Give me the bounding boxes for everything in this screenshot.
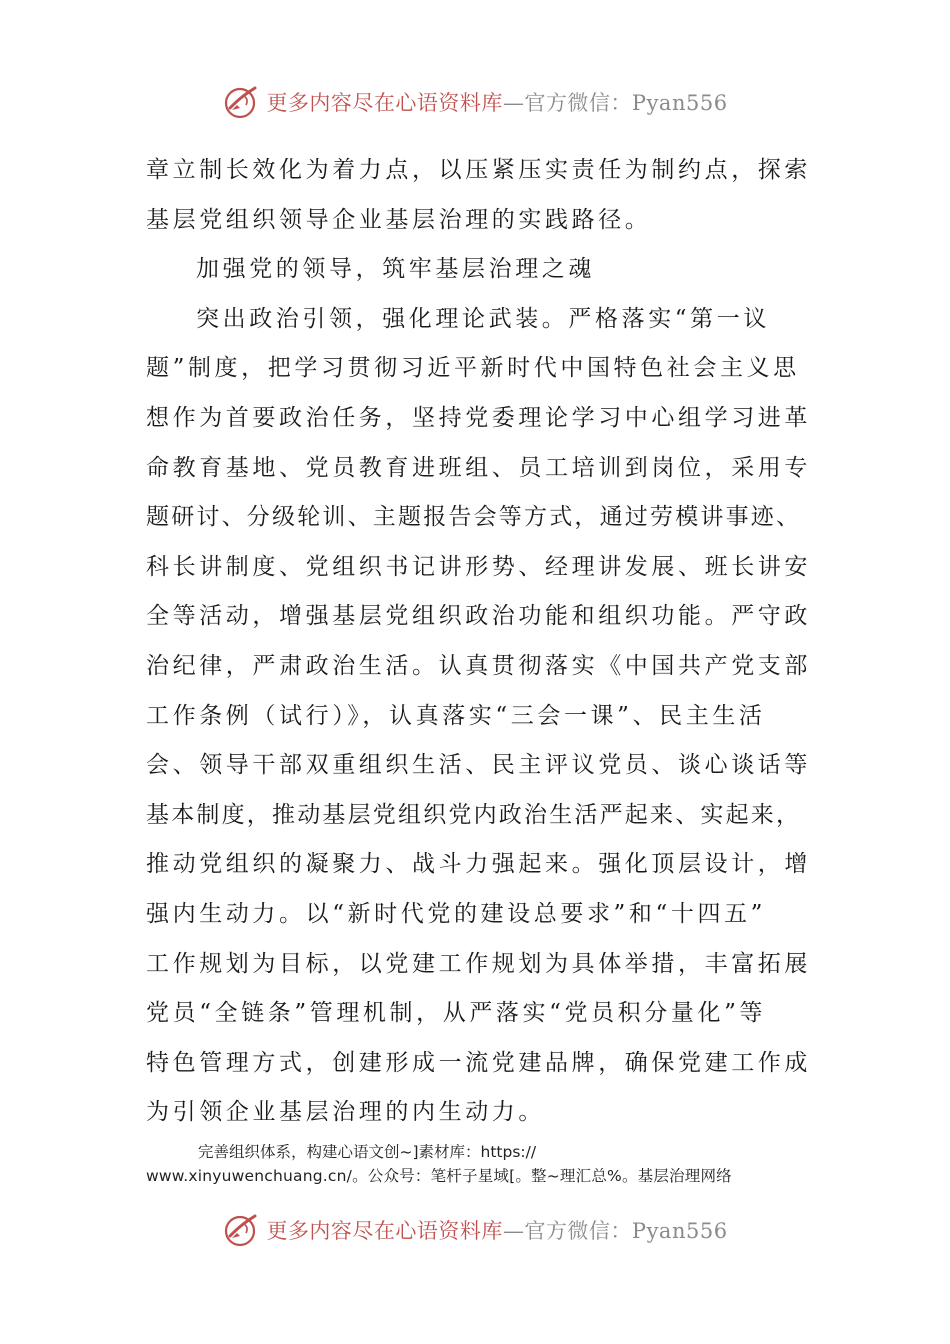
paragraph-line: 基层党组织领导企业基层治理的实践路径。 [146,206,652,233]
paragraph-line: 章立制长效化为着力点，以压紧压实责任为制约点，探索 [146,157,811,183]
section-heading: 加强党的领导，筑牢基层治理之魂 [196,256,595,283]
paragraph-line: 科长讲制度、党组织书记讲形势、经理讲发展、班长讲安 [146,553,811,580]
pen-logo-icon [222,1210,262,1250]
header-banner-text [266,87,727,117]
footer-banner-gray: —官方微信：Pyan556 [502,1219,728,1243]
footnote-line-1: 完善组织体系，构建心语文创~]素材库：https:// [198,1143,537,1161]
document-body [146,146,811,1138]
paragraph-line: 命教育基地、党员教育进班组、员工培训到岗位，采用专 [146,454,811,481]
paragraph-line: 会、领导干部双重组织生活、民主评议党员、谈心谈话等 [146,752,811,779]
paragraph-line: 治纪律，严肃政治生活。认真贯彻落实《中国共产党支部 [146,652,811,679]
paragraph-line: 特色管理方式，创建形成一流党建品牌，确保党建工作成 [146,1049,811,1076]
paragraph-line: 强内生动力。以“新时代党的建设总要求”和“十四五” [146,900,767,927]
paragraph-line: 为引领企业基层治理的内生动力。 [146,1099,545,1126]
footnote [146,1140,826,1188]
paragraph-line: 党员“全链条”管理机制，从严落实“党员积分量化”等 [146,1000,767,1027]
header-banner [0,80,950,124]
paragraph-line: 题”制度，把学习贯彻习近平新时代中国特色社会主义思 [146,355,800,382]
paragraph-line: 推动党组织的凝聚力、战斗力强起来。强化顶层设计，增 [146,851,811,878]
footer-banner [0,1208,950,1252]
header-banner-red: 更多内容尽在心语资料库 [266,91,503,115]
paragraph-line: 工作条例（试行）》，认真落实“三会一课”、民主生活 [146,702,766,729]
paragraph-line: 全等活动，增强基层党组织政治功能和组织功能。严守政 [146,603,811,630]
footer-banner-text [266,1215,727,1245]
pen-logo-icon [222,82,262,122]
paragraph-line: 题研讨、分级轮训、主题报告会等方式，通过劳模讲事迹、 [146,504,802,531]
footnote-line-2: www.xinyuwenchuang.cn/。公众号：笔杆子星域[。整~理汇总%。基层治理网络 [146,1167,732,1185]
paragraph-line: 基本制度，推动基层党组织党内政治生活严起来、实起来， [146,801,802,828]
paragraph-line: 工作规划为目标，以党建工作规划为具体举措，丰富拓展 [146,950,811,977]
paragraph-line: 想作为首要政治任务，坚持党委理论学习中心组学习进革 [146,404,811,431]
footer-banner-red: 更多内容尽在心语资料库 [266,1219,503,1243]
header-banner-gray: —官方微信：Pyan556 [502,91,728,115]
paragraph-line: 突出政治引领，强化理论武装。严格落实“第一议 [196,305,770,332]
